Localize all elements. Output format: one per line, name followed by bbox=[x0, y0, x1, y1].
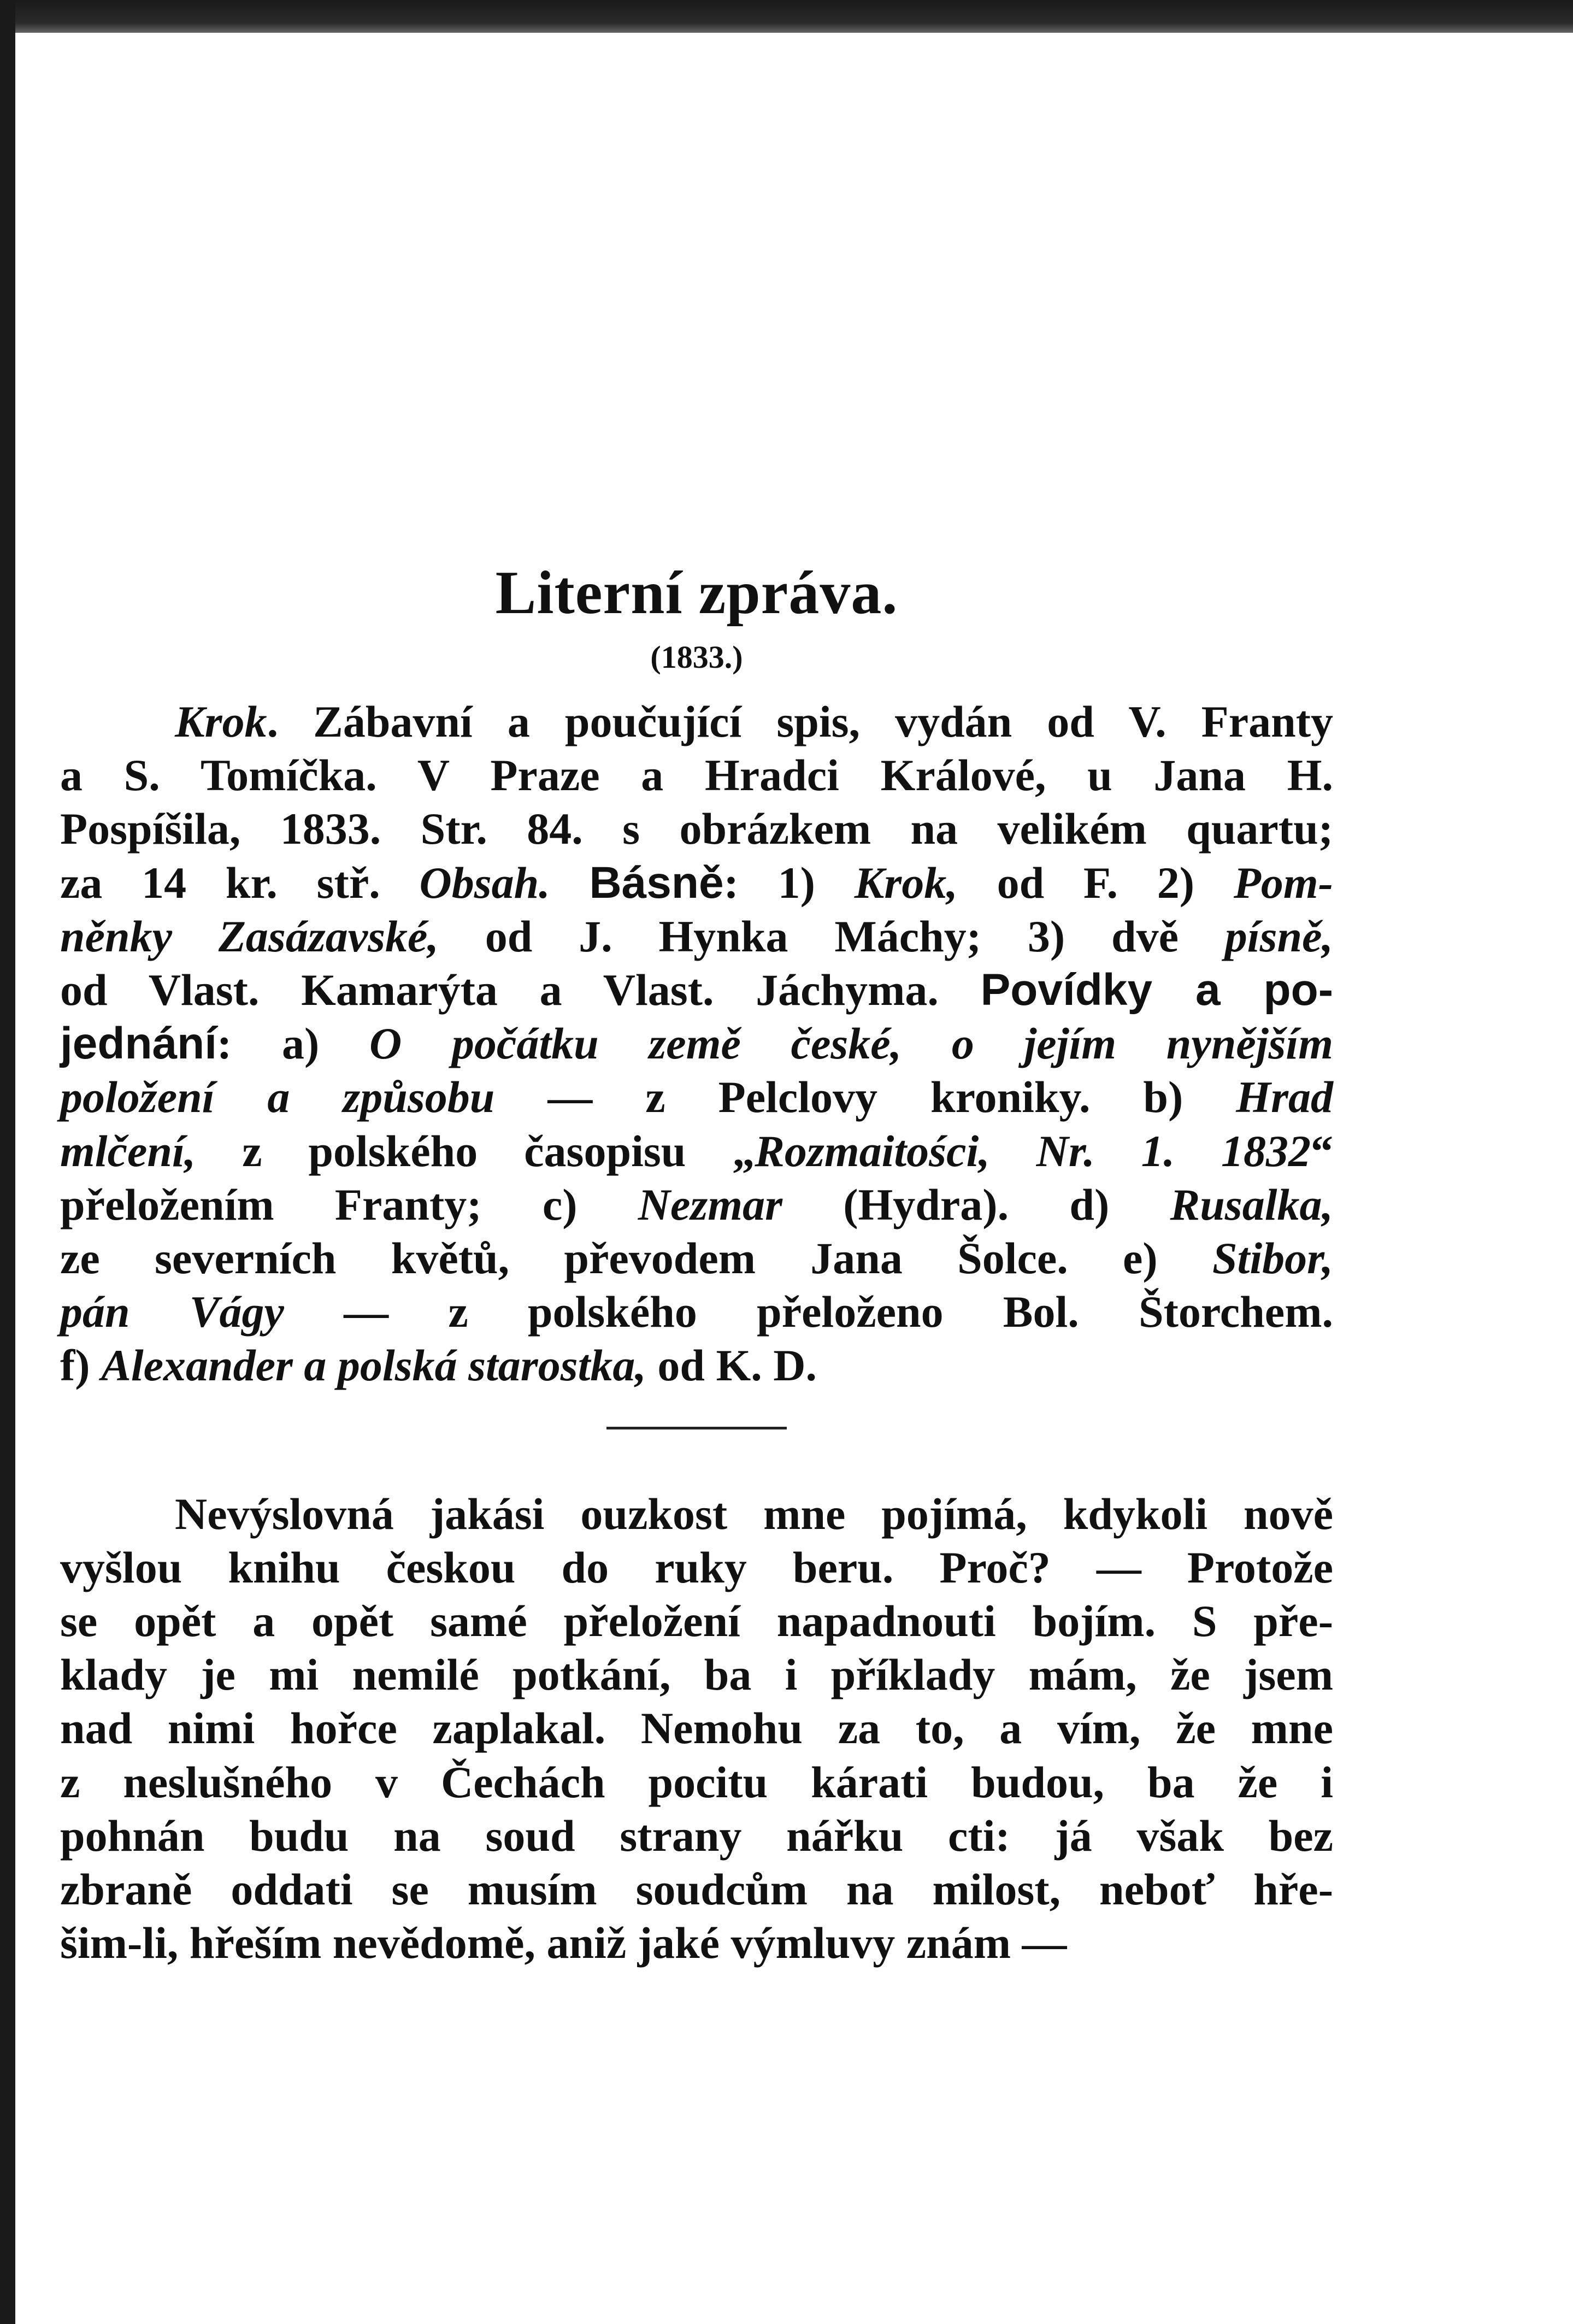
scan-top-edge bbox=[0, 0, 1573, 33]
review-line bbox=[60, 802, 1333, 856]
text-run: Stibor, bbox=[1212, 1233, 1333, 1284]
review-line bbox=[60, 1339, 1333, 1392]
text-run: — z polského přeloženo Bol. Štorchem. bbox=[284, 1287, 1333, 1337]
review-line bbox=[60, 695, 1333, 749]
review-line bbox=[60, 856, 1333, 910]
text-run: Pom- bbox=[1233, 857, 1333, 908]
text-run: (Hydra). d) bbox=[782, 1179, 1170, 1229]
text-run: Krok, bbox=[854, 857, 958, 908]
text-run: Povídky a po- bbox=[980, 965, 1333, 1015]
text-run: od F. 2) bbox=[957, 857, 1234, 908]
text-run: pán Vágy bbox=[60, 1287, 284, 1337]
book-page bbox=[60, 557, 1333, 1970]
text-run: O počátku země české, o jejím nynějším bbox=[369, 1019, 1333, 1069]
text-run: položení a způsobu bbox=[60, 1072, 495, 1122]
text-run: . Zábavní a poučující spis, vydán od V. Franty bbox=[267, 697, 1333, 746]
review-line bbox=[60, 1125, 1333, 1178]
body-line: zbraně oddati se musím soudcům na milost, neboť hře- bbox=[60, 1864, 1333, 1915]
review-paragraph bbox=[60, 695, 1333, 1393]
text-run: mlčení, bbox=[60, 1126, 196, 1176]
body-line: se opět a opět samé přeložení napadnouti bojím. S pře- bbox=[60, 1596, 1333, 1646]
body-line: šim-li, hřeším nevědomě, aniž jaké výmluvy znám — bbox=[60, 1918, 1067, 1968]
text-run: od K. D. bbox=[646, 1340, 817, 1391]
text-run bbox=[550, 858, 590, 908]
text-run: Rusalka, bbox=[1170, 1179, 1333, 1229]
text-run: Obsah. bbox=[419, 857, 550, 908]
text-run: od Vlast. Kamarýta a Vlast. Jáchyma. bbox=[60, 965, 981, 1015]
text-run: Pospíšila, 1833. Str. 84. s obrázkem na velikém quartu; bbox=[60, 804, 1333, 854]
body-line: pohnán budu na soud strany nářku cti: já však bez bbox=[60, 1810, 1333, 1861]
text-run: jednání bbox=[60, 1019, 217, 1069]
review-line bbox=[60, 749, 1333, 802]
review-line bbox=[60, 1232, 1333, 1285]
body-paragraph bbox=[60, 1487, 1333, 1970]
page-year: (1833.) bbox=[650, 639, 743, 675]
text-run: Hrad bbox=[1236, 1072, 1333, 1122]
text-run: písně, bbox=[1224, 911, 1333, 961]
review-line bbox=[60, 1070, 1333, 1124]
text-run: něnky Zasázavské, bbox=[60, 911, 439, 961]
text-run: za 14 kr. stř. bbox=[60, 857, 420, 908]
text-run: Nezmar bbox=[638, 1179, 782, 1229]
review-line bbox=[60, 1178, 1333, 1232]
text-run: f) bbox=[60, 1340, 102, 1391]
review-line bbox=[60, 963, 1333, 1017]
text-run: : a) bbox=[217, 1019, 370, 1069]
body-line: z neslušného v Čechách pocitu kárati budou, ba že i bbox=[60, 1757, 1333, 1807]
text-run: a S. Tomíčka. V Praze a Hradci Králové, u Jana H. bbox=[60, 750, 1333, 801]
text-run: Alexander a polská starostka, bbox=[101, 1340, 646, 1391]
text-run: — z Pelclovy kroniky. b) bbox=[494, 1072, 1236, 1122]
section-divider bbox=[606, 1427, 787, 1429]
scan-left-edge bbox=[0, 0, 15, 2324]
text-run: : 1) bbox=[723, 857, 855, 908]
body-line: klady je mi nemilé potkání, ba i příklady mám, že jsem bbox=[60, 1650, 1333, 1700]
text-run: z polského časopisu „ bbox=[196, 1126, 755, 1176]
text-run: přeložením Franty; c) bbox=[60, 1179, 638, 1229]
text-run: Krok bbox=[175, 697, 267, 746]
text-run: od J. Hynka Máchy; 3) dvě bbox=[438, 911, 1225, 961]
page-title: Literní zpráva. bbox=[495, 559, 898, 627]
body-line: nad nimi hořce zaplakal. Nemohu za to, a vím, že mne bbox=[60, 1703, 1333, 1754]
body-line: vyšlou knihu českou do ruky beru. Proč? — Protože bbox=[60, 1542, 1333, 1592]
text-run: Básně bbox=[589, 857, 724, 908]
body-line: Nevýslovná jakási ouzkost mne pojímá, kdykoli nově bbox=[175, 1488, 1333, 1539]
review-line bbox=[60, 1017, 1333, 1070]
review-line bbox=[60, 910, 1333, 963]
text-run: “ bbox=[1310, 1126, 1333, 1176]
text-run: ze severních květů, převodem Jana Šolce. e) bbox=[60, 1233, 1212, 1284]
text-run: Rozmaitości, Nr. 1. 1832 bbox=[755, 1126, 1311, 1176]
review-line bbox=[60, 1285, 1333, 1339]
